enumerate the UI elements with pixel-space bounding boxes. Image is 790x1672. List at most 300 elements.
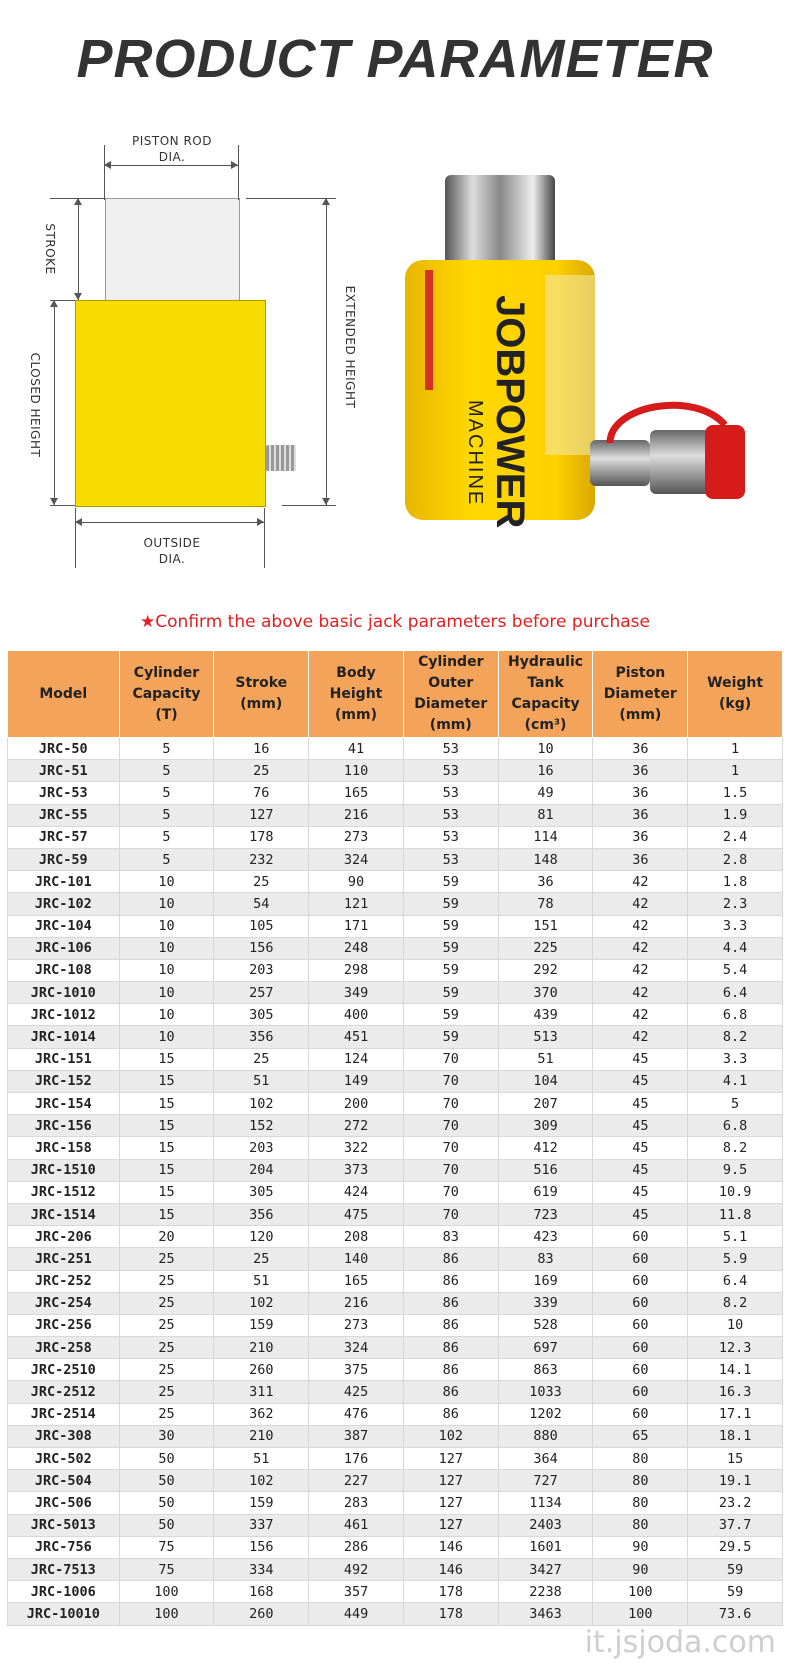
value-cell: 10 [119,959,214,981]
value-cell: 60 [593,1270,688,1292]
table-row [8,1470,783,1492]
table-row [8,959,783,981]
value-cell: 59 [403,893,498,915]
watermark: it.jsjoda.com [584,1625,776,1660]
value-cell: 492 [309,1558,404,1580]
value-cell: 10.9 [688,1181,783,1203]
model-cell: JRC-51 [8,760,120,782]
value-cell: 461 [309,1514,404,1536]
parameter-table [7,650,783,1626]
model-cell: JRC-101 [8,871,120,893]
header-body-height: Body Height (mm) [309,651,404,738]
model-cell: JRC-252 [8,1270,120,1292]
model-cell: JRC-254 [8,1292,120,1314]
value-cell: 127 [214,804,309,826]
value-cell: 723 [498,1203,593,1225]
value-cell: 370 [498,982,593,1004]
cylinder-body [75,300,266,507]
value-cell: 100 [119,1603,214,1625]
value-cell: 171 [309,915,404,937]
value-cell: 349 [309,982,404,1004]
value-cell: 86 [403,1381,498,1403]
value-cell: 25 [214,760,309,782]
value-cell: 880 [498,1425,593,1447]
header-capacity: Cylinder Capacity (T) [119,651,214,738]
table-row [8,1536,783,1558]
table-row [8,1448,783,1470]
value-cell: 42 [593,982,688,1004]
value-cell: 8.2 [688,1292,783,1314]
value-cell: 424 [309,1181,404,1203]
value-cell: 83 [403,1226,498,1248]
table-row [8,826,783,848]
value-cell: 102 [403,1425,498,1447]
value-cell: 45 [593,1093,688,1115]
value-cell: 4.1 [688,1070,783,1092]
value-cell: 104 [498,1070,593,1092]
table-header-row [8,651,783,738]
table-row [8,1492,783,1514]
value-cell: 324 [309,1337,404,1359]
value-cell: 45 [593,1070,688,1092]
value-cell: 475 [309,1203,404,1225]
header-piston-diameter: Piston Diameter (mm) [593,651,688,738]
value-cell: 152 [214,1115,309,1137]
model-cell: JRC-251 [8,1248,120,1270]
value-cell: 70 [403,1093,498,1115]
value-cell: 17.1 [688,1403,783,1425]
table-row [8,1403,783,1425]
model-cell: JRC-502 [8,1448,120,1470]
value-cell: 357 [309,1581,404,1603]
table-row [8,1026,783,1048]
value-cell: 5.1 [688,1226,783,1248]
value-cell: 51 [214,1448,309,1470]
value-cell: 207 [498,1093,593,1115]
value-cell: 51 [214,1270,309,1292]
model-cell: JRC-53 [8,782,120,804]
value-cell: 45 [593,1048,688,1070]
product-photo [405,175,785,565]
warning-label [545,275,595,455]
value-cell: 216 [309,804,404,826]
value-cell: 86 [403,1248,498,1270]
value-cell: 1.9 [688,804,783,826]
value-cell: 75 [119,1536,214,1558]
brand-text: JOBPOWER [488,295,532,529]
value-cell: 51 [498,1048,593,1070]
model-cell: JRC-158 [8,1137,120,1159]
value-cell: 273 [309,826,404,848]
value-cell: 16.3 [688,1381,783,1403]
value-cell: 362 [214,1403,309,1425]
table-row [8,871,783,893]
value-cell: 148 [498,848,593,870]
value-cell: 2.8 [688,848,783,870]
model-cell: JRC-55 [8,804,120,826]
value-cell: 102 [214,1470,309,1492]
model-cell: JRC-108 [8,959,120,981]
value-cell: 50 [119,1448,214,1470]
value-cell: 59 [403,959,498,981]
value-cell: 200 [309,1093,404,1115]
value-cell: 156 [214,937,309,959]
value-cell: 23.2 [688,1492,783,1514]
value-cell: 36 [593,738,688,760]
value-cell: 78 [498,893,593,915]
value-cell: 727 [498,1470,593,1492]
value-cell: 75 [119,1558,214,1580]
value-cell: 127 [403,1514,498,1536]
value-cell: 309 [498,1115,593,1137]
value-cell: 15 [119,1137,214,1159]
value-cell: 36 [593,826,688,848]
value-cell: 203 [214,959,309,981]
dust-cap [705,425,745,499]
table-row [8,1181,783,1203]
value-cell: 697 [498,1337,593,1359]
table-row [8,1203,783,1225]
model-cell: JRC-2514 [8,1403,120,1425]
value-cell: 50 [119,1514,214,1536]
value-cell: 124 [309,1048,404,1070]
value-cell: 146 [403,1558,498,1580]
value-cell: 105 [214,915,309,937]
value-cell: 176 [309,1448,404,1470]
outside-dia-label: OUTSIDE DIA. [143,536,201,566]
value-cell: 121 [309,893,404,915]
value-cell: 248 [309,937,404,959]
value-cell: 10 [688,1314,783,1336]
value-cell: 1202 [498,1403,593,1425]
value-cell: 5 [119,738,214,760]
value-cell: 146 [403,1536,498,1558]
value-cell: 60 [593,1337,688,1359]
value-cell: 25 [119,1381,214,1403]
value-cell: 283 [309,1492,404,1514]
table-row [8,1270,783,1292]
model-cell: JRC-57 [8,826,120,848]
value-cell: 100 [593,1603,688,1625]
value-cell: 36 [593,760,688,782]
value-cell: 232 [214,848,309,870]
model-cell: JRC-256 [8,1314,120,1336]
piston-rod [105,198,240,302]
table-row [8,782,783,804]
value-cell: 2238 [498,1581,593,1603]
value-cell: 149 [309,1070,404,1092]
model-cell: JRC-59 [8,848,120,870]
model-cell: JRC-102 [8,893,120,915]
value-cell: 159 [214,1492,309,1514]
value-cell: 1 [688,738,783,760]
table-row [8,1514,783,1536]
value-cell: 53 [403,826,498,848]
model-cell: JRC-10010 [8,1603,120,1625]
coupler-fitting [266,445,296,471]
value-cell: 140 [309,1248,404,1270]
value-cell: 18.1 [688,1425,783,1447]
value-cell: 356 [214,1203,309,1225]
dimension-diagram [20,130,420,600]
model-cell: JRC-156 [8,1115,120,1137]
value-cell: 169 [498,1270,593,1292]
value-cell: 168 [214,1581,309,1603]
value-cell: 334 [214,1558,309,1580]
value-cell: 127 [403,1470,498,1492]
value-cell: 86 [403,1270,498,1292]
value-cell: 25 [119,1270,214,1292]
value-cell: 19.1 [688,1470,783,1492]
table-row [8,760,783,782]
value-cell: 76 [214,782,309,804]
value-cell: 80 [593,1492,688,1514]
value-cell: 70 [403,1181,498,1203]
value-cell: 10 [119,1004,214,1026]
value-cell: 3463 [498,1603,593,1625]
value-cell: 15 [119,1048,214,1070]
value-cell: 30 [119,1425,214,1447]
value-cell: 102 [214,1093,309,1115]
value-cell: 86 [403,1292,498,1314]
table-row [8,1226,783,1248]
value-cell: 305 [214,1181,309,1203]
value-cell: 37.7 [688,1514,783,1536]
value-cell: 60 [593,1403,688,1425]
model-cell: JRC-1514 [8,1203,120,1225]
value-cell: 8.2 [688,1137,783,1159]
value-cell: 364 [498,1448,593,1470]
value-cell: 6.8 [688,1004,783,1026]
table-row [8,1337,783,1359]
value-cell: 1.5 [688,782,783,804]
model-cell: JRC-151 [8,1048,120,1070]
value-cell: 45 [593,1115,688,1137]
table-row [8,1248,783,1270]
header-weight: Weight (kg) [688,651,783,738]
value-cell: 25 [214,1248,309,1270]
table-row [8,1314,783,1336]
coupler-body [590,440,650,486]
value-cell: 15 [119,1115,214,1137]
table-row [8,1603,783,1625]
table-row [8,804,783,826]
value-cell: 208 [309,1226,404,1248]
value-cell: 10 [119,871,214,893]
value-cell: 373 [309,1159,404,1181]
value-cell: 15 [119,1159,214,1181]
value-cell: 178 [214,826,309,848]
value-cell: 25 [119,1314,214,1336]
value-cell: 151 [498,915,593,937]
model-cell: JRC-106 [8,937,120,959]
value-cell: 298 [309,959,404,981]
value-cell: 41 [309,738,404,760]
value-cell: 412 [498,1137,593,1159]
value-cell: 273 [309,1314,404,1336]
value-cell: 45 [593,1203,688,1225]
value-cell: 60 [593,1292,688,1314]
piston-rod-dia-label: PISTON ROD DIA. [132,134,212,164]
value-cell: 449 [309,1603,404,1625]
value-cell: 227 [309,1470,404,1492]
value-cell: 260 [214,1603,309,1625]
value-cell: 81 [498,804,593,826]
table-row [8,738,783,760]
value-cell: 60 [593,1226,688,1248]
coupler-nut [650,430,710,494]
value-cell: 100 [119,1581,214,1603]
value-cell: 165 [309,782,404,804]
value-cell: 25 [119,1359,214,1381]
value-cell: 324 [309,848,404,870]
value-cell: 6.4 [688,982,783,1004]
value-cell: 10 [119,982,214,1004]
header-model: Model [8,651,120,738]
table-row [8,1425,783,1447]
model-cell: JRC-506 [8,1492,120,1514]
value-cell: 356 [214,1026,309,1048]
value-cell: 156 [214,1536,309,1558]
value-cell: 53 [403,804,498,826]
value-cell: 1033 [498,1381,593,1403]
value-cell: 619 [498,1181,593,1203]
value-cell: 80 [593,1514,688,1536]
table-body [8,738,783,1626]
value-cell: 178 [403,1581,498,1603]
value-cell: 476 [309,1403,404,1425]
model-cell: JRC-504 [8,1470,120,1492]
header-tank-capacity: Hydraulic Tank Capacity (cm³) [498,651,593,738]
value-cell: 10 [498,738,593,760]
value-cell: 165 [309,1270,404,1292]
stroke-label: STROKE [43,223,57,275]
value-cell: 45 [593,1159,688,1181]
value-cell: 36 [593,848,688,870]
model-cell: JRC-1006 [8,1581,120,1603]
table-row [8,1159,783,1181]
header-outer-diameter: Cylinder Outer Diameter (mm) [403,651,498,738]
model-cell: JRC-1012 [8,1004,120,1026]
model-cell: JRC-154 [8,1093,120,1115]
value-cell: 1 [688,760,783,782]
value-cell: 286 [309,1536,404,1558]
value-cell: 53 [403,782,498,804]
value-cell: 53 [403,738,498,760]
value-cell: 60 [593,1359,688,1381]
table-row [8,937,783,959]
brand-stripe [425,270,433,390]
value-cell: 5 [119,826,214,848]
value-cell: 2403 [498,1514,593,1536]
value-cell: 6.8 [688,1115,783,1137]
value-cell: 16 [498,760,593,782]
value-cell: 15 [119,1093,214,1115]
value-cell: 59 [403,915,498,937]
piston-rod-shape [445,175,555,270]
value-cell: 45 [593,1181,688,1203]
value-cell: 60 [593,1381,688,1403]
value-cell: 3427 [498,1558,593,1580]
value-cell: 203 [214,1137,309,1159]
value-cell: 15 [688,1448,783,1470]
value-cell: 204 [214,1159,309,1181]
value-cell: 10 [119,1026,214,1048]
model-cell: JRC-1010 [8,982,120,1004]
value-cell: 2.3 [688,893,783,915]
value-cell: 210 [214,1425,309,1447]
value-cell: 49 [498,782,593,804]
table-row [8,1292,783,1314]
value-cell: 311 [214,1381,309,1403]
model-cell: JRC-104 [8,915,120,937]
value-cell: 863 [498,1359,593,1381]
value-cell: 10 [119,937,214,959]
value-cell: 528 [498,1314,593,1336]
value-cell: 178 [403,1603,498,1625]
value-cell: 10 [119,915,214,937]
value-cell: 451 [309,1026,404,1048]
value-cell: 3.3 [688,915,783,937]
header-stroke: Stroke (mm) [214,651,309,738]
model-cell: JRC-206 [8,1226,120,1248]
value-cell: 257 [214,982,309,1004]
value-cell: 2.4 [688,826,783,848]
value-cell: 59 [403,982,498,1004]
value-cell: 80 [593,1470,688,1492]
value-cell: 9.5 [688,1159,783,1181]
value-cell: 339 [498,1292,593,1314]
extended-height-label: EXTENDED HEIGHT [343,285,357,409]
value-cell: 159 [214,1314,309,1336]
value-cell: 20 [119,1226,214,1248]
value-cell: 59 [403,1026,498,1048]
table-row [8,915,783,937]
value-cell: 216 [309,1292,404,1314]
value-cell: 50 [119,1492,214,1514]
value-cell: 42 [593,959,688,981]
value-cell: 25 [214,1048,309,1070]
value-cell: 1134 [498,1492,593,1514]
value-cell: 80 [593,1448,688,1470]
value-cell: 5 [119,760,214,782]
model-cell: JRC-1512 [8,1181,120,1203]
value-cell: 25 [119,1337,214,1359]
table-row [8,1004,783,1026]
value-cell: 305 [214,1004,309,1026]
purchase-notice: ★Confirm the above basic jack parameters before purchase [140,612,650,632]
table-row [8,1359,783,1381]
value-cell: 11.8 [688,1203,783,1225]
value-cell: 45 [593,1137,688,1159]
value-cell: 29.5 [688,1536,783,1558]
table-row [8,982,783,1004]
value-cell: 86 [403,1314,498,1336]
model-cell: JRC-1510 [8,1159,120,1181]
value-cell: 70 [403,1115,498,1137]
value-cell: 60 [593,1248,688,1270]
value-cell: 375 [309,1359,404,1381]
value-cell: 36 [593,782,688,804]
value-cell: 54 [214,893,309,915]
page-title: PRODUCT PARAMETER [76,29,714,89]
sub-brand-text: MACHINE [464,400,486,507]
value-cell: 86 [403,1403,498,1425]
value-cell: 16 [214,738,309,760]
value-cell: 5.9 [688,1248,783,1270]
table-row [8,893,783,915]
value-cell: 127 [403,1492,498,1514]
